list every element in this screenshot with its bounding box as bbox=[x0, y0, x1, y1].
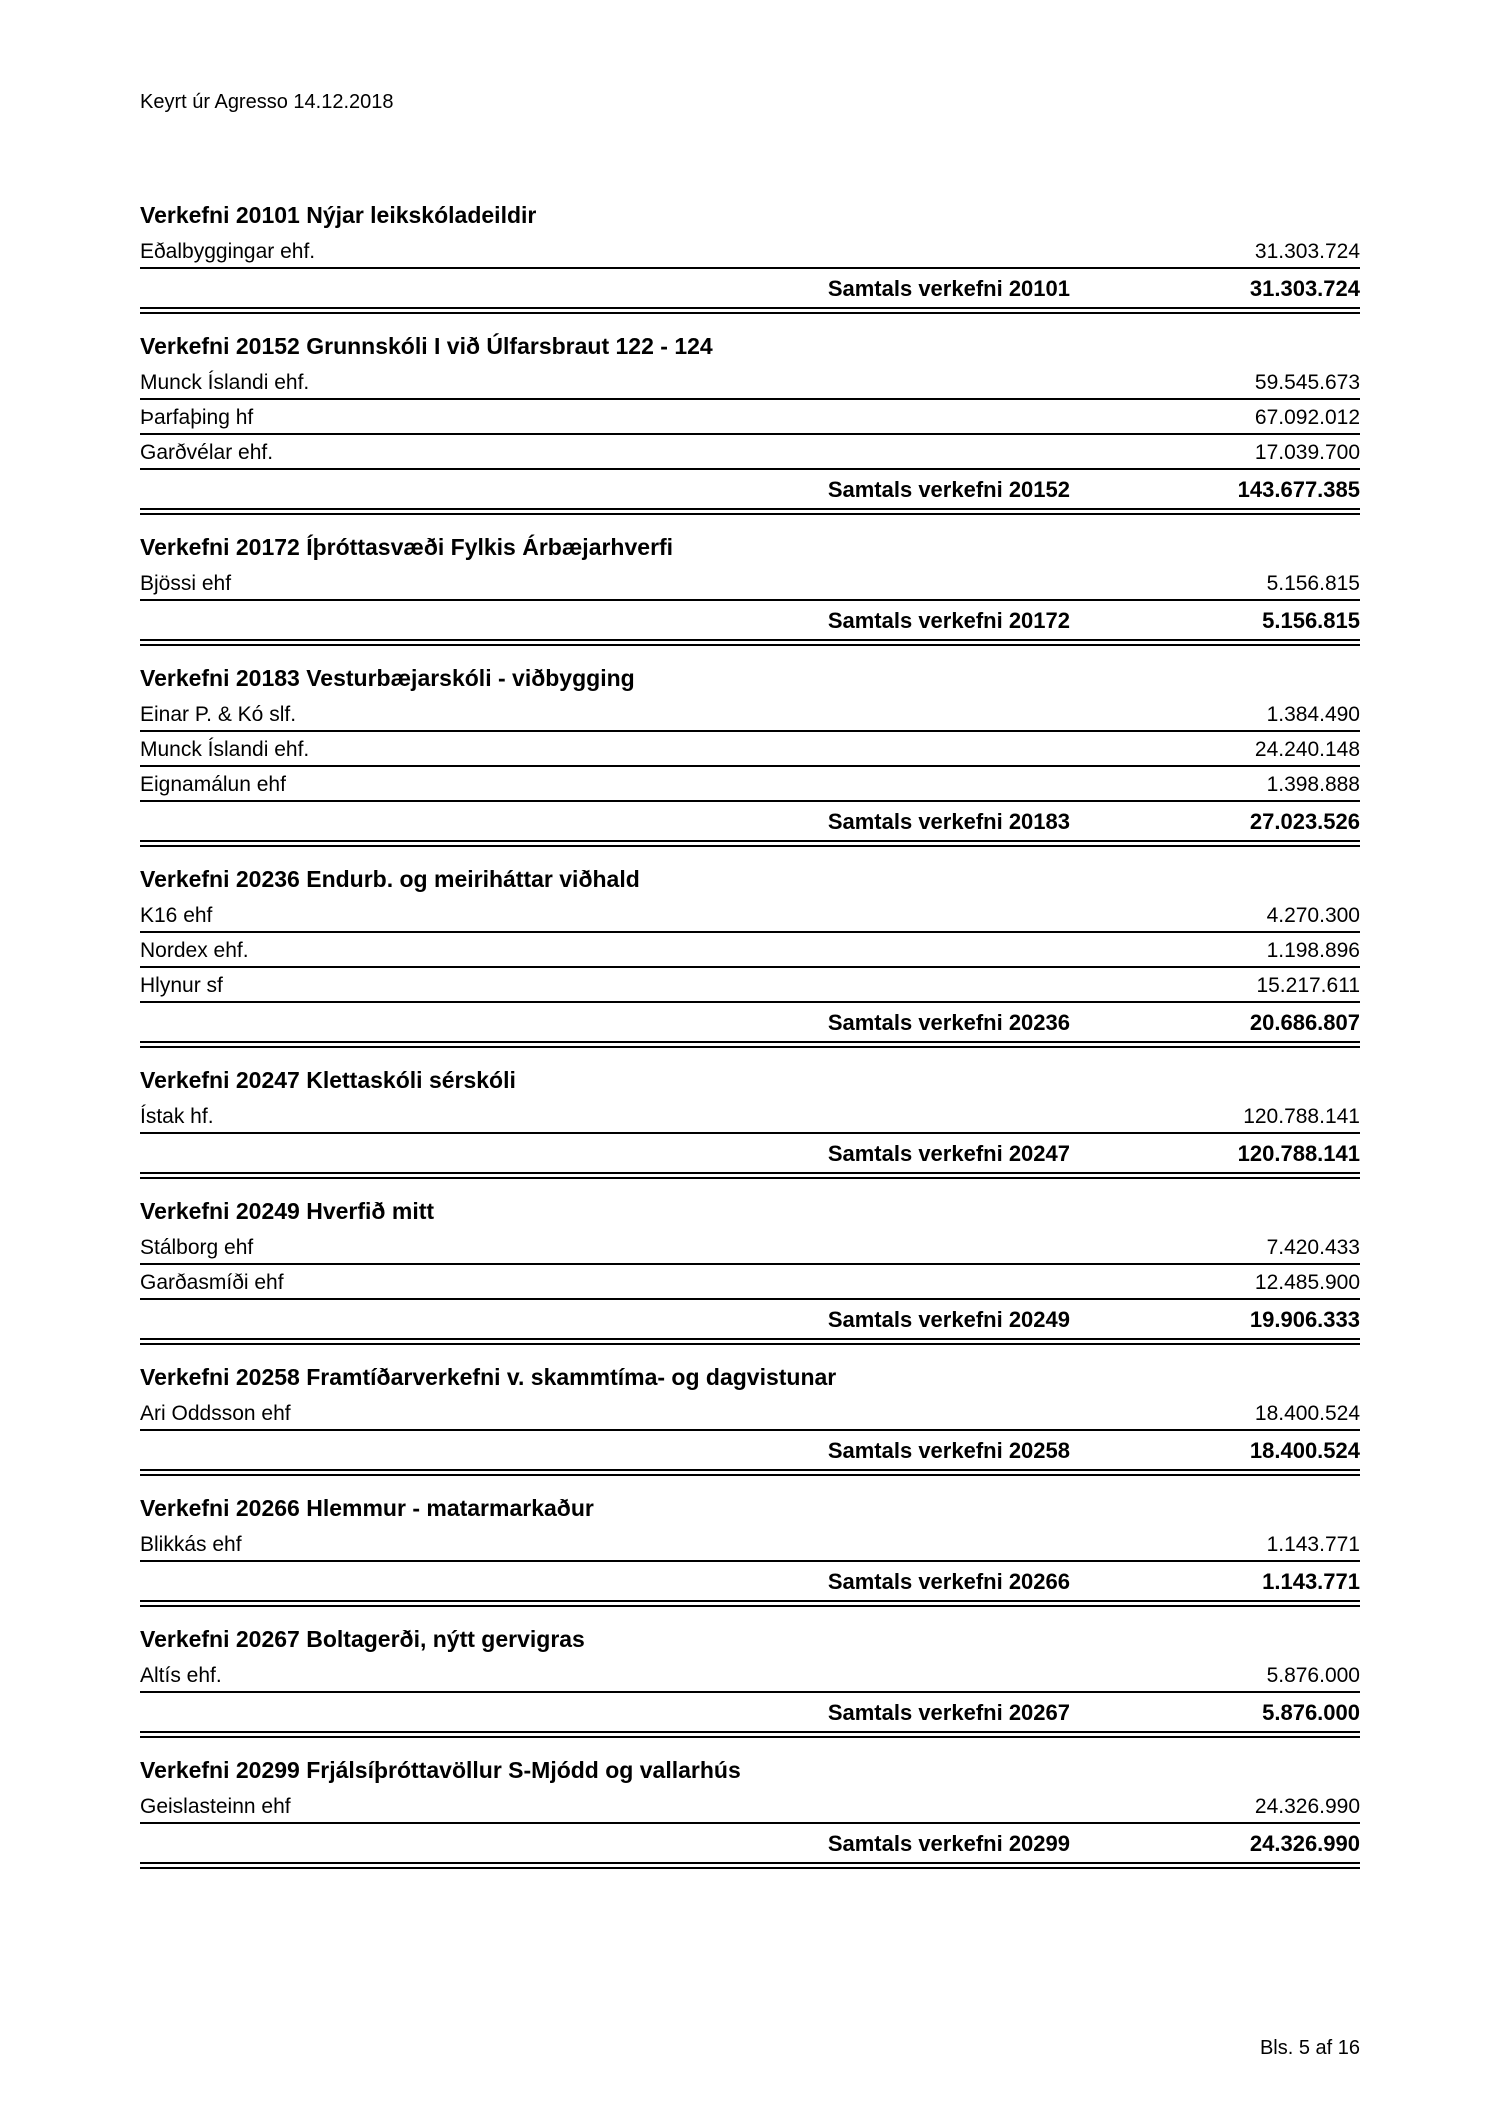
vendor-name: Munck Íslandi ehf. bbox=[140, 371, 310, 394]
project-total-label: Samtals verkefni 20101 bbox=[827, 276, 1070, 301]
project-title: Verkefni 20247 Klettaskóli sérskóli bbox=[140, 1067, 516, 1093]
project-total-amount: 31.303.724 bbox=[1249, 276, 1360, 301]
project-section bbox=[140, 1362, 1360, 1476]
table-row bbox=[140, 400, 1360, 435]
vendor-name: Bjössi ehf bbox=[140, 572, 232, 595]
project-total-label: Samtals verkefni 20249 bbox=[827, 1307, 1070, 1332]
project-total-row bbox=[140, 1003, 1360, 1041]
project-total-row bbox=[140, 802, 1360, 840]
section-divider bbox=[140, 508, 1360, 515]
project-title: Verkefni 20299 Frjálsíþróttavöllur S-Mjódd og vallarhús bbox=[140, 1757, 741, 1783]
table-row bbox=[140, 933, 1360, 968]
vendor-name: Munck Íslandi ehf. bbox=[140, 738, 310, 761]
vendor-amount: 12.485.900 bbox=[1254, 1271, 1360, 1294]
project-section bbox=[140, 532, 1360, 646]
vendor-name: Nordex ehf. bbox=[140, 939, 249, 962]
project-title: Verkefni 20236 Endurb. og meiriháttar viðhald bbox=[140, 866, 640, 892]
vendor-name: Ístak hf. bbox=[140, 1105, 214, 1128]
project-total-label: Samtals verkefni 20266 bbox=[827, 1569, 1070, 1594]
project-total-amount: 120.788.141 bbox=[1237, 1141, 1360, 1166]
project-section bbox=[140, 1755, 1360, 1869]
project-section bbox=[140, 1493, 1360, 1607]
vendor-amount: 4.270.300 bbox=[1266, 904, 1360, 927]
section-divider bbox=[140, 1041, 1360, 1048]
project-total-label: Samtals verkefni 20299 bbox=[827, 1831, 1070, 1856]
project-total-row bbox=[140, 1562, 1360, 1600]
section-divider bbox=[140, 840, 1360, 847]
vendor-amount: 15.217.611 bbox=[1256, 974, 1360, 997]
table-row bbox=[140, 566, 1360, 601]
project-total-amount: 18.400.524 bbox=[1249, 1438, 1360, 1463]
vendor-rows bbox=[140, 234, 1360, 269]
project-total-amount: 5.156.815 bbox=[1262, 608, 1360, 633]
vendor-amount: 1.143.771 bbox=[1266, 1533, 1360, 1556]
vendor-amount: 1.198.896 bbox=[1266, 939, 1360, 962]
project-title: Verkefni 20249 Hverfið mitt bbox=[140, 1198, 435, 1224]
vendor-rows bbox=[140, 566, 1360, 601]
project-section bbox=[140, 1065, 1360, 1179]
report-run-info: Keyrt úr Agresso 14.12.2018 bbox=[140, 91, 394, 113]
vendor-name: K16 ehf bbox=[140, 904, 213, 927]
project-total-label: Samtals verkefni 20247 bbox=[827, 1141, 1070, 1166]
vendor-rows bbox=[140, 1396, 1360, 1431]
vendor-name: Garðasmíði ehf bbox=[140, 1271, 284, 1294]
vendor-amount: 24.240.148 bbox=[1254, 738, 1360, 761]
vendor-rows bbox=[140, 1527, 1360, 1562]
vendor-amount: 7.420.433 bbox=[1266, 1236, 1360, 1259]
section-divider bbox=[140, 1469, 1360, 1476]
table-row bbox=[140, 1265, 1360, 1300]
vendor-amount: 5.876.000 bbox=[1266, 1664, 1360, 1687]
vendor-amount: 1.384.490 bbox=[1266, 703, 1360, 726]
vendor-name: Einar P. & Kó slf. bbox=[140, 703, 297, 726]
vendor-rows bbox=[140, 898, 1360, 1003]
project-total-amount: 143.677.385 bbox=[1237, 477, 1360, 502]
vendor-name: Þarfaþing hf bbox=[140, 406, 254, 429]
table-row bbox=[140, 234, 1360, 269]
project-total-amount: 24.326.990 bbox=[1249, 1831, 1360, 1856]
table-row bbox=[140, 1230, 1360, 1265]
table-row bbox=[140, 1099, 1360, 1134]
project-total-label: Samtals verkefni 20267 bbox=[827, 1700, 1070, 1725]
project-total-amount: 5.876.000 bbox=[1262, 1700, 1360, 1725]
section-divider bbox=[140, 1600, 1360, 1607]
page-number: Bls. 5 af 16 bbox=[1259, 2037, 1360, 2059]
project-title: Verkefni 20183 Vesturbæjarskóli - viðbygging bbox=[140, 665, 635, 691]
project-total-label: Samtals verkefni 20183 bbox=[827, 809, 1070, 834]
vendor-rows bbox=[140, 365, 1360, 470]
project-total-row bbox=[140, 1824, 1360, 1862]
project-title: Verkefni 20152 Grunnskóli I við Úlfarsbraut 122 - 124 bbox=[140, 333, 713, 359]
table-row bbox=[140, 435, 1360, 470]
project-section bbox=[140, 864, 1360, 1048]
vendor-amount: 17.039.700 bbox=[1254, 441, 1360, 464]
vendor-rows bbox=[140, 1789, 1360, 1824]
project-title: Verkefni 20267 Boltagerði, nýtt gervigras bbox=[140, 1626, 585, 1652]
project-total-row bbox=[140, 1134, 1360, 1172]
vendor-name: Garðvélar ehf. bbox=[140, 441, 274, 464]
vendor-amount: 59.545.673 bbox=[1254, 371, 1360, 394]
vendor-rows bbox=[140, 697, 1360, 802]
project-total-label: Samtals verkefni 20236 bbox=[827, 1010, 1070, 1035]
vendor-name: Blikkás ehf bbox=[140, 1533, 242, 1556]
project-total-label: Samtals verkefni 20258 bbox=[827, 1438, 1070, 1463]
project-title: Verkefni 20172 Íþróttasvæði Fylkis Árbæjarhverfi bbox=[140, 534, 674, 560]
vendor-amount: 67.092.012 bbox=[1254, 406, 1360, 429]
vendor-amount: 5.156.815 bbox=[1266, 572, 1360, 595]
report-body bbox=[140, 200, 1360, 1869]
vendor-amount: 18.400.524 bbox=[1254, 1402, 1360, 1425]
project-total-label: Samtals verkefni 20152 bbox=[827, 477, 1070, 502]
vendor-name: Altís ehf. bbox=[140, 1664, 222, 1687]
project-total-label: Samtals verkefni 20172 bbox=[827, 608, 1070, 633]
section-divider bbox=[140, 307, 1360, 314]
project-section bbox=[140, 663, 1360, 847]
project-title: Verkefni 20258 Framtíðarverkefni v. skammtíma- og dagvistunar bbox=[140, 1364, 837, 1390]
vendor-amount: 1.398.888 bbox=[1266, 773, 1360, 796]
project-title: Verkefni 20101 Nýjar leikskóladeildir bbox=[140, 202, 537, 228]
table-row bbox=[140, 1789, 1360, 1824]
project-section bbox=[140, 200, 1360, 314]
table-row bbox=[140, 732, 1360, 767]
project-total-row bbox=[140, 601, 1360, 639]
project-total-row bbox=[140, 1693, 1360, 1731]
vendor-name: Hlynur sf bbox=[140, 974, 223, 997]
vendor-amount: 31.303.724 bbox=[1254, 240, 1360, 263]
vendor-name: Eignamálun ehf bbox=[140, 773, 286, 796]
table-row bbox=[140, 767, 1360, 802]
vendor-amount: 120.788.141 bbox=[1243, 1105, 1360, 1128]
table-row bbox=[140, 365, 1360, 400]
project-total-amount: 27.023.526 bbox=[1249, 809, 1360, 834]
project-total-row bbox=[140, 1431, 1360, 1469]
project-title: Verkefni 20266 Hlemmur - matarmarkaður bbox=[140, 1495, 594, 1521]
table-row bbox=[140, 1396, 1360, 1431]
section-divider bbox=[140, 1731, 1360, 1738]
project-total-amount: 1.143.771 bbox=[1262, 1569, 1360, 1594]
vendor-amount: 24.326.990 bbox=[1254, 1795, 1360, 1818]
table-row bbox=[140, 697, 1360, 732]
project-section bbox=[140, 1196, 1360, 1345]
section-divider bbox=[140, 1172, 1360, 1179]
project-total-amount: 20.686.807 bbox=[1249, 1010, 1360, 1035]
vendor-rows bbox=[140, 1230, 1360, 1300]
project-total-row bbox=[140, 1300, 1360, 1338]
section-divider bbox=[140, 639, 1360, 646]
project-total-amount: 19.906.333 bbox=[1249, 1307, 1360, 1332]
table-row bbox=[140, 1658, 1360, 1693]
section-divider bbox=[140, 1862, 1360, 1869]
vendor-name: Stálborg ehf bbox=[140, 1236, 254, 1259]
vendor-rows bbox=[140, 1099, 1360, 1134]
vendor-rows bbox=[140, 1658, 1360, 1693]
section-divider bbox=[140, 1338, 1360, 1345]
vendor-name: Ari Oddsson ehf bbox=[140, 1402, 291, 1425]
vendor-name: Eðalbyggingar ehf. bbox=[140, 240, 316, 263]
table-row bbox=[140, 898, 1360, 933]
project-section bbox=[140, 331, 1360, 515]
vendor-name: Geislasteinn ehf bbox=[140, 1795, 291, 1818]
table-row bbox=[140, 968, 1360, 1003]
project-total-row bbox=[140, 470, 1360, 508]
project-section bbox=[140, 1624, 1360, 1738]
table-row bbox=[140, 1527, 1360, 1562]
project-total-row bbox=[140, 269, 1360, 307]
